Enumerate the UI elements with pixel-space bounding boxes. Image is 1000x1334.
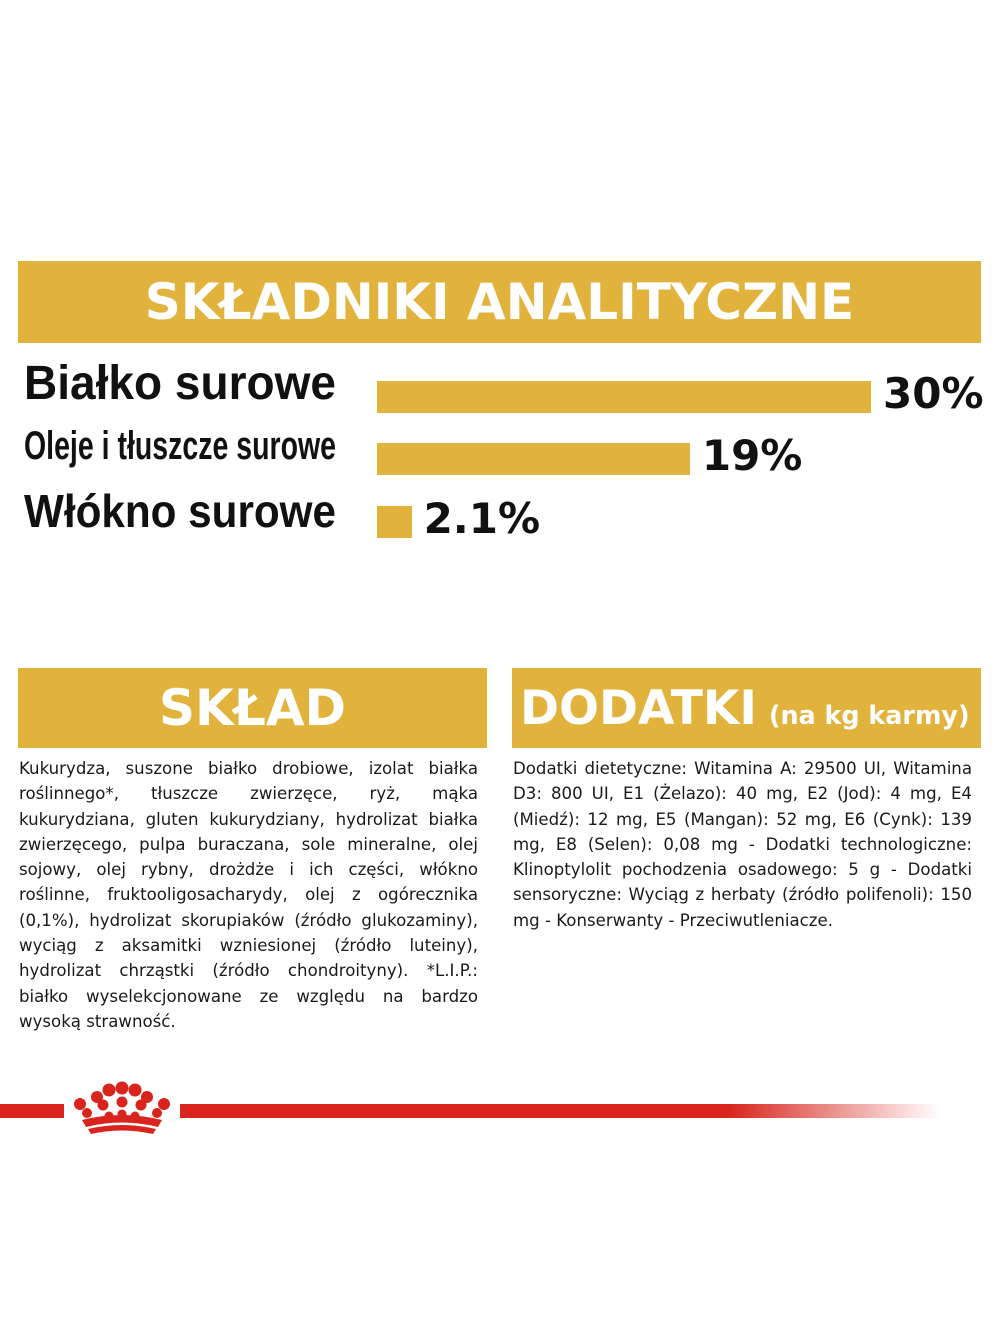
bar-row-fiber: [0, 478, 1000, 543]
sklad-text: Kukurydza, suszone białko drobiowe, izolat białka roślinnego*, tłuszcze zwierzęce, ryż, mąka kukurydziana, gluten kukurydziany, hydrolizat białka zwierzęcego, pulpa buraczana, sole mineralne, olej sojowy, olej rybny, drożdże i ich części, włókno roślinne, fruktooligosacharydy, olej z ogórecznika (0,1%), hydrolizat skorupiaków (źródło glukozaminy), wyciąg z aksamitki wzniesionej (źródło luteiny), hydrolizat chrząstki (źródło chondroityny). *L.I.P.: białko wyselekcjonowane ze względu na bardzo wysoką strawność.: [19, 759, 478, 1031]
analytic-title: SKŁADNIKI ANALITYCZNE: [144, 273, 855, 331]
sklad-banner: [18, 668, 487, 748]
royal-canin-crown-icon: [66, 1080, 174, 1140]
dodatki-title: DODATKI: [520, 680, 757, 736]
dodatki-subtitle: (na kg karmy): [768, 700, 970, 730]
bar-protein: [377, 381, 871, 413]
bar-fiber: [377, 506, 412, 538]
sklad-title: SKŁAD: [158, 679, 347, 737]
analytic-banner: [18, 261, 981, 343]
dodatki-text: Dodatki dietetyczne: Witamina A: 29500 UI, Witamina D3: 800 UI, E1 (Żelazo): 40 mg, E2 (Jod): 4 mg, E4 (Miedź): 12 mg, E5 (Mangan): 52 mg, E6 (Cynk): 139 mg, E8 (Selen): 0,08 mg - Dodatki technologiczne: Klinoptylolit pochodzenia osadowego: 5 g - Dodatki sensoryczne: Wyciąg z herbaty (źródło polifenoli): 150 mg - Konserwanty - Przeciwutleniacze.: [513, 759, 972, 930]
brand-line-right: [180, 1104, 940, 1118]
bar-value-fat: 19%: [701, 431, 803, 480]
bar-row-fat: [0, 418, 1000, 478]
dodatki-banner: [512, 668, 981, 748]
bar-row-protein: [0, 356, 1000, 416]
brand-line-left: [0, 1104, 64, 1118]
bar-label-protein: Białko surowe: [24, 357, 336, 410]
bar-value-protein: 30%: [883, 369, 984, 418]
bar-label-fiber: Włókno surowe: [24, 485, 336, 537]
bar-label-fat: Oleje i tłuszcze surowe: [24, 424, 336, 468]
bar-value-fiber: 2.1%: [423, 494, 541, 543]
bar-fat: [377, 443, 690, 475]
